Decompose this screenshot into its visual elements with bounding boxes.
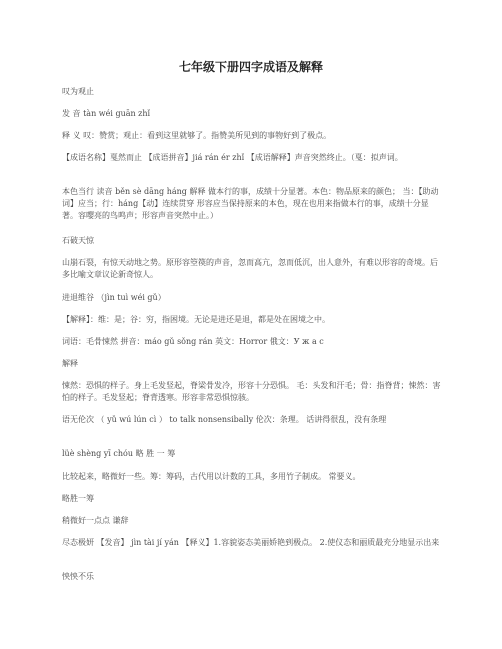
paragraph: 语无伦次 （ yǔ wú lún cì ） to talk nonsensibally 伦次：条理。 话讲得很乱，没有条理	[62, 415, 387, 424]
paragraph: 进退维谷 （jìn tuì wéi gǔ）	[62, 293, 166, 302]
paragraph: 石破天惊	[62, 236, 94, 245]
paragraph: 悚然：恐惧的样子。身上毛发竖起，脊梁骨发冷，形容十分恐惧。 毛：头发和汗毛；骨：指脊背；悚然：害怕的样子。毛发竖起；脊背透寒。形容非常恐惧惊骇。	[62, 381, 441, 402]
paragraph: 山崩石裂，有惊天动地之势。原形容箜篌的声音，忽而高亢，忽而低沉，出人意外，有难以形容的奇境。后多比喻文章议论新奇惊人。	[62, 258, 438, 279]
paragraph: 稍微好一点点 谦辞	[62, 516, 129, 525]
paragraph: 发 音 tàn wéi guān zhǐ	[62, 109, 151, 118]
paragraph: 释 义 叹：赞赏；观止：看到这里就够了。指赞美所见到的事物好到了极点。	[62, 131, 332, 140]
paragraph: lüè shèng yī chóu 略 胜 一 筹	[62, 449, 176, 458]
document-title: 七年级下册四字成语及解释	[178, 60, 323, 74]
paragraph: 词语：毛骨悚然 拼音：máo gǔ sǒng rán 英文：Horror 俄文：У ж а с	[62, 337, 324, 346]
paragraph: 本色当行 读音 běn sè dāng háng 解释 做本行的事，成绩十分显著。本色：物品原来的颜色； 当：【助动词】应当；行：háng【动】连续贯穿 形容应当保持原来的本色，现在也用来指做本行的事，成绩十分显著。容嘤亮的鸟鸣声；形容声音突然中止。）	[62, 187, 439, 220]
paragraph: 怏怏不乐	[62, 572, 94, 581]
paragraph: 尽态极妍 【发音】 jìn tài jí yán 【释义】1.容貌姿态美丽娇艳到极点。 2.使仪态和丽质最充分地显示出来	[62, 538, 440, 547]
paragraph: 略胜一筹	[62, 494, 94, 503]
paragraph: 叹为观止	[62, 87, 94, 96]
paragraph: 解释	[62, 359, 78, 368]
paragraph: 比较起来，略微好一些。筹：筹码，古代用以计数的工具，多用竹子制成。 常要义。	[62, 472, 361, 481]
paragraph: 【成语名称】戛然而止 【成语拼音】jiá rán ér zhǐ 【成语解释】声音突然终止。（戛：拟声词。	[62, 153, 403, 162]
paragraph: 【解释】：维：是；谷：穷，指困境。无论是进还是退，都是处在困境之中。	[62, 315, 330, 324]
